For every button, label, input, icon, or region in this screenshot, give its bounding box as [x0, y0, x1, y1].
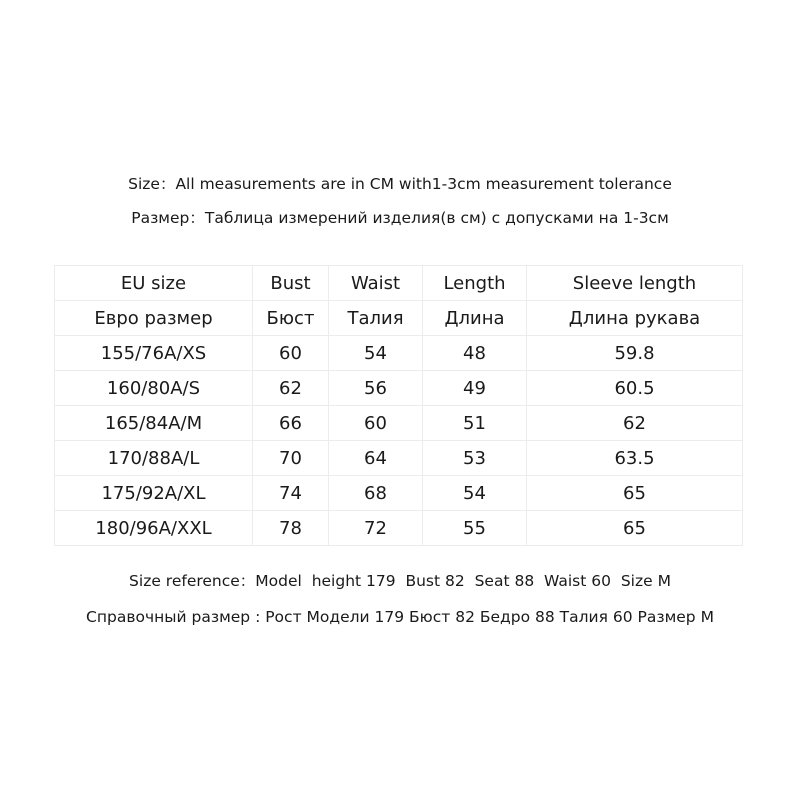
- cell-length: 55: [423, 511, 527, 546]
- cell-bust: 70: [253, 441, 329, 476]
- header-sleeve-length: Sleeve length: [527, 266, 743, 301]
- table-header-row-russian: [55, 301, 743, 336]
- cell-length: 48: [423, 336, 527, 371]
- table-row: [55, 336, 743, 371]
- cell-bust: 74: [253, 476, 329, 511]
- size-note-english: Size：All measurements are in CM with1-3cm measurement tolerance: [128, 175, 672, 193]
- table-row: [55, 406, 743, 441]
- cell-length: 53: [423, 441, 527, 476]
- cell-waist: 68: [329, 476, 423, 511]
- cell-eu-size: 175/92A/XL: [55, 476, 253, 511]
- table-row: [55, 511, 743, 546]
- size-note-russian: Размер：Таблица измерений изделия(в см) с допусками на 1-3см: [131, 209, 669, 227]
- cell-waist: 60: [329, 406, 423, 441]
- table-row: [55, 441, 743, 476]
- cell-length: 51: [423, 406, 527, 441]
- table-header-row-english: [55, 266, 743, 301]
- cell-waist: 72: [329, 511, 423, 546]
- cell-sleeve-length: 63.5: [527, 441, 743, 476]
- cell-length: 49: [423, 371, 527, 406]
- table-row: [55, 476, 743, 511]
- cell-bust: 78: [253, 511, 329, 546]
- cell-bust: 66: [253, 406, 329, 441]
- cell-sleeve-length: 60.5: [527, 371, 743, 406]
- cell-waist: 54: [329, 336, 423, 371]
- header-waist: Waist: [329, 266, 423, 301]
- header-length: Length: [423, 266, 527, 301]
- cell-bust: 62: [253, 371, 329, 406]
- cell-eu-size: 180/96A/XXL: [55, 511, 253, 546]
- cell-bust: 60: [253, 336, 329, 371]
- size-chart-table: [54, 265, 743, 546]
- size-reference-english: Size reference：Model height 179 Bust 82 Seat 88 Waist 60 Size M: [129, 572, 671, 590]
- cell-sleeve-length: 62: [527, 406, 743, 441]
- header-eu-size: EU size: [55, 266, 253, 301]
- header-waist-ru: Талия: [329, 301, 423, 336]
- header-eu-size-ru: Евро размер: [55, 301, 253, 336]
- cell-eu-size: 160/80A/S: [55, 371, 253, 406]
- cell-eu-size: 165/84A/M: [55, 406, 253, 441]
- header-sleeve-length-ru: Длина рукава: [527, 301, 743, 336]
- size-reference-russian: Справочный размер : Рост Модели 179 Бюст 82 Бедро 88 Талия 60 Размер М: [86, 608, 714, 626]
- cell-waist: 64: [329, 441, 423, 476]
- cell-sleeve-length: 65: [527, 476, 743, 511]
- header-bust: Bust: [253, 266, 329, 301]
- cell-length: 54: [423, 476, 527, 511]
- header-length-ru: Длина: [423, 301, 527, 336]
- cell-sleeve-length: 65: [527, 511, 743, 546]
- table-row: [55, 371, 743, 406]
- header-bust-ru: Бюст: [253, 301, 329, 336]
- cell-eu-size: 170/88A/L: [55, 441, 253, 476]
- cell-sleeve-length: 59.8: [527, 336, 743, 371]
- cell-eu-size: 155/76A/XS: [55, 336, 253, 371]
- cell-waist: 56: [329, 371, 423, 406]
